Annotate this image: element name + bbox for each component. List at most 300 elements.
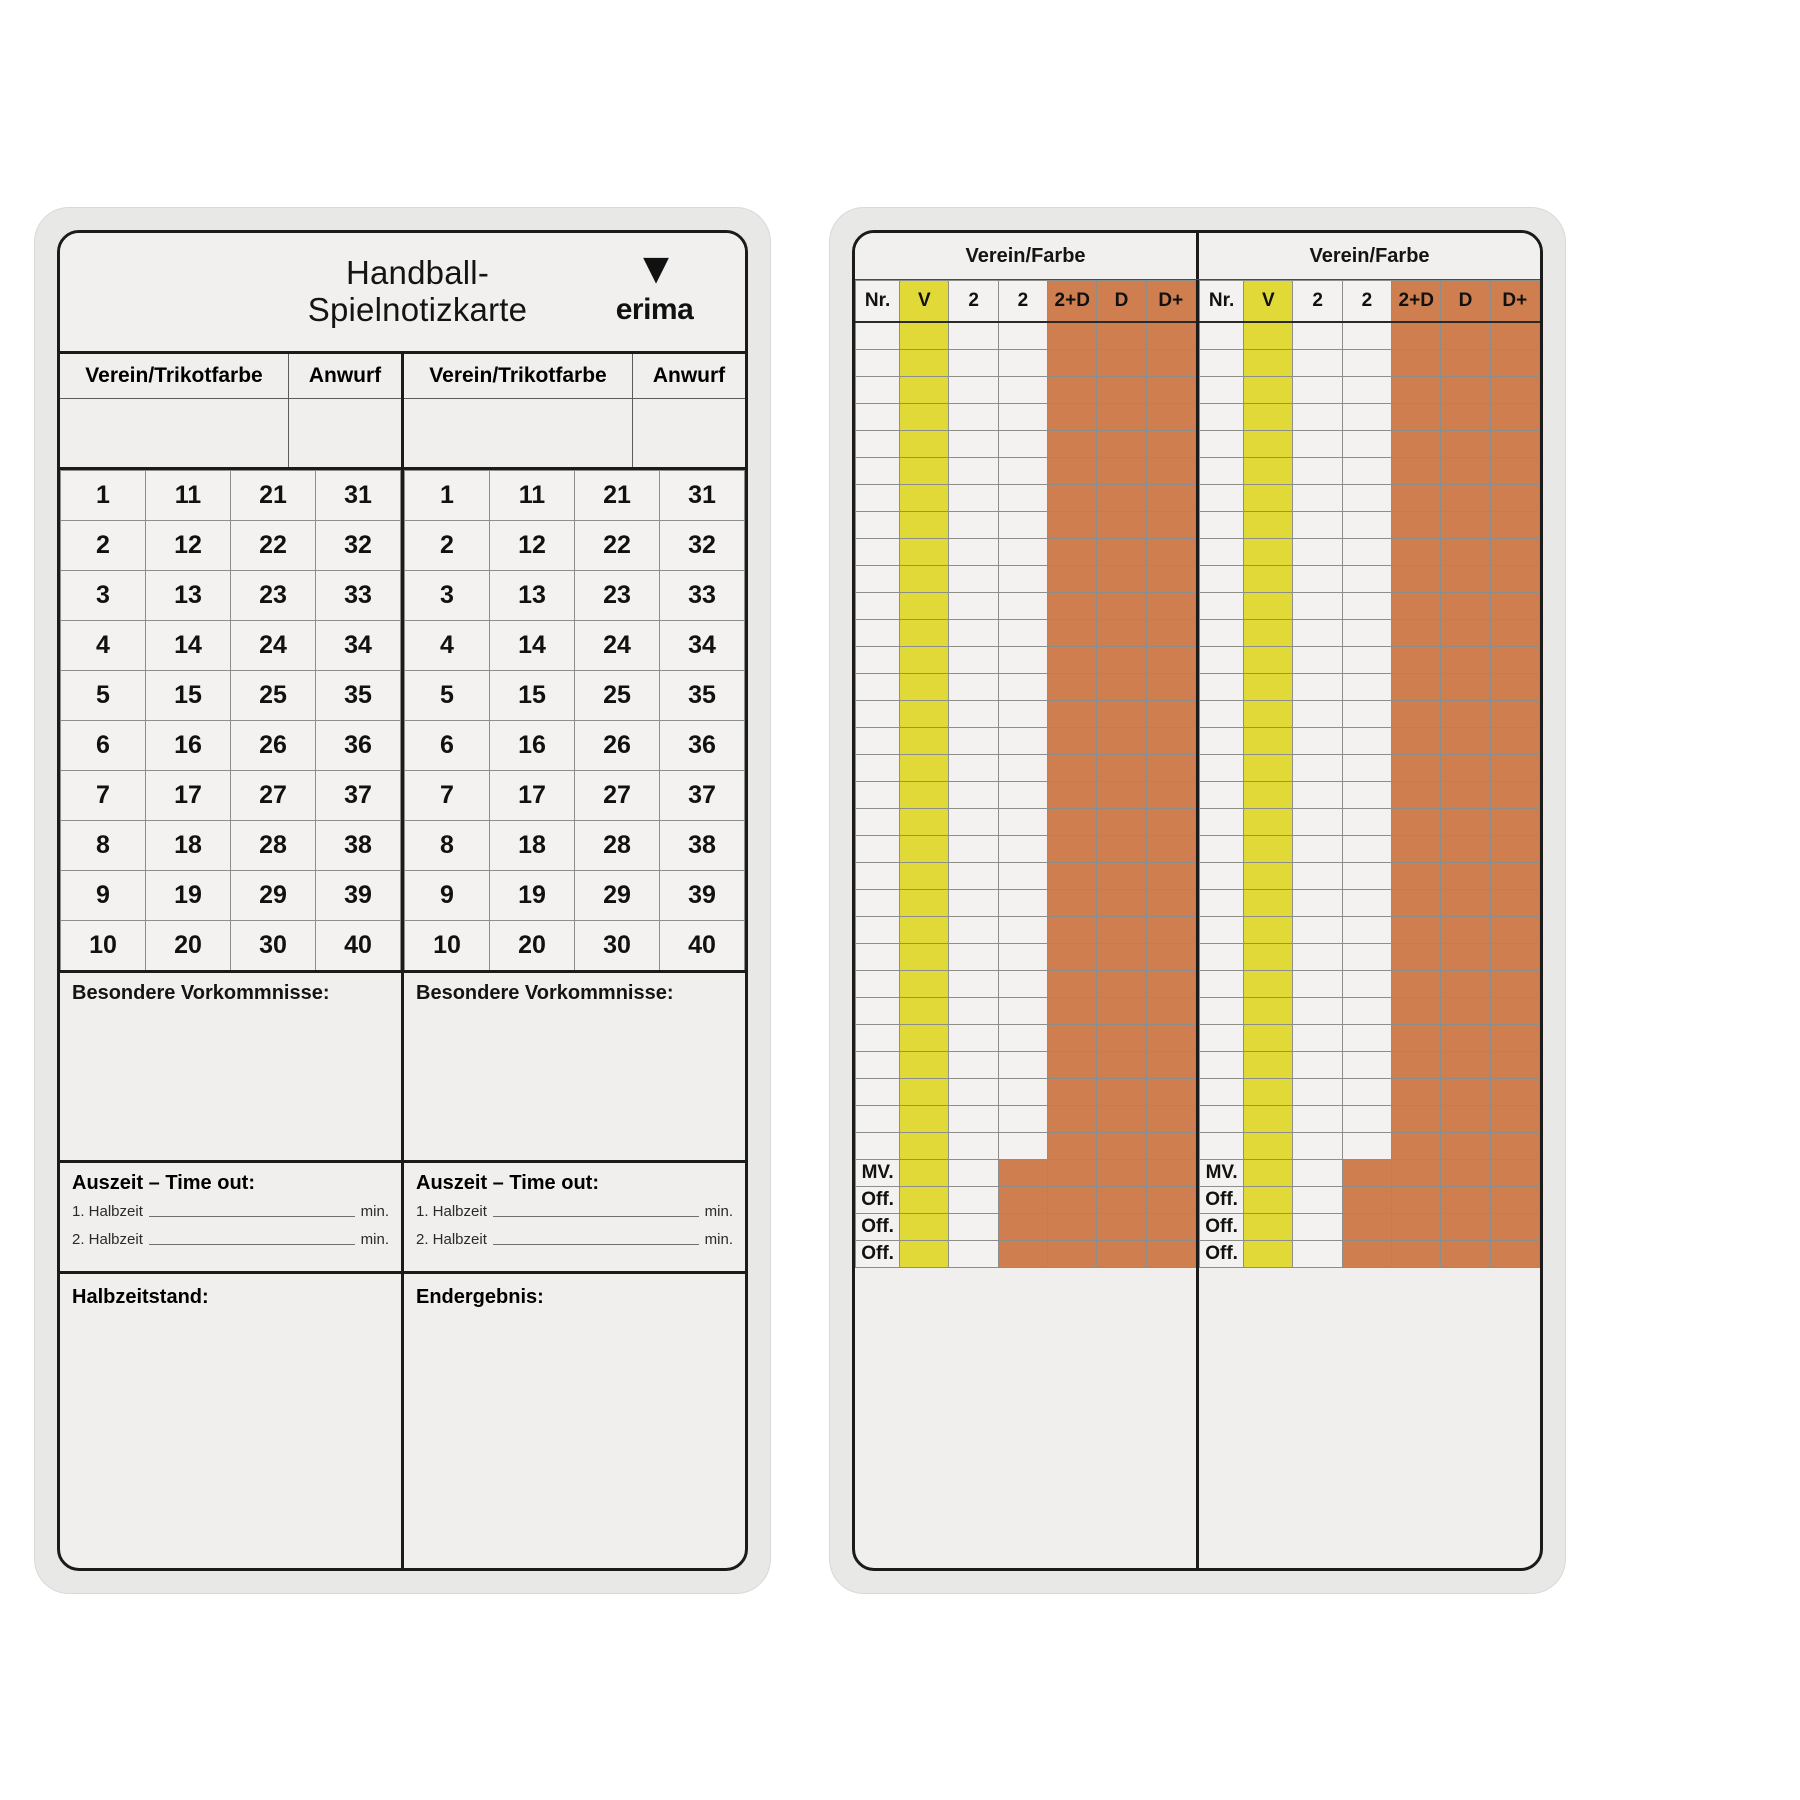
penalty-cell-right-r12-c7[interactable] [1490, 620, 1539, 647]
official-cell-left-r4-c7[interactable] [1146, 1241, 1195, 1268]
penalty-cell-right-r23-c7[interactable] [1490, 917, 1539, 944]
player-number-cell-left-11[interactable]: 11 [146, 471, 231, 521]
penalty-cell-right-r23-c4[interactable] [1342, 917, 1391, 944]
penalty-cell-left-r24-c2[interactable] [900, 944, 949, 971]
penalty-cell-left-r4-c5[interactable] [1048, 404, 1097, 431]
penalty-cell-right-r31-c6[interactable] [1441, 1133, 1490, 1160]
penalty-cell-left-r4-c7[interactable] [1146, 404, 1195, 431]
penalty-cell-left-r10-c5[interactable] [1048, 566, 1097, 593]
penalty-cell-right-r1-c6[interactable] [1441, 322, 1490, 350]
player-number-cell-left-30[interactable]: 30 [231, 921, 316, 972]
special-events-right[interactable] [404, 973, 745, 1163]
penalty-cell-right-r30-c2[interactable] [1244, 1106, 1293, 1133]
official-cell-left-r3-c5[interactable] [1048, 1214, 1097, 1241]
penalty-cell-right-r7-c7[interactable] [1490, 485, 1539, 512]
penalty-cell-left-r29-c1[interactable] [856, 1079, 900, 1106]
penalty-cell-right-r21-c4[interactable] [1342, 863, 1391, 890]
penalty-cell-right-r5-c6[interactable] [1441, 431, 1490, 458]
penalty-cell-left-r11-c3[interactable] [949, 593, 998, 620]
penalty-cell-left-r4-c1[interactable] [856, 404, 900, 431]
penalty-cell-left-r7-c6[interactable] [1097, 485, 1146, 512]
penalty-cell-right-r29-c5[interactable] [1392, 1079, 1441, 1106]
penalty-cell-left-r23-c1[interactable] [856, 917, 900, 944]
penalty-cell-right-r13-c4[interactable] [1342, 647, 1391, 674]
player-number-cell-right-6[interactable]: 6 [405, 721, 490, 771]
player-number-cell-right-40[interactable]: 40 [660, 921, 745, 972]
penalty-cell-right-r1-c5[interactable] [1392, 322, 1441, 350]
player-number-cell-right-33[interactable]: 33 [660, 571, 745, 621]
penalty-cell-left-r28-c7[interactable] [1146, 1052, 1195, 1079]
penalty-cell-left-r5-c4[interactable] [998, 431, 1047, 458]
club-name-input-left[interactable] [60, 399, 289, 467]
player-number-cell-left-28[interactable]: 28 [231, 821, 316, 871]
penalty-cell-left-r2-c7[interactable] [1146, 350, 1195, 377]
official-cell-right-r4-c3[interactable] [1293, 1241, 1342, 1268]
official-cell-right-r3-c4[interactable] [1342, 1214, 1391, 1241]
official-cell-right-r3-c6[interactable] [1441, 1214, 1490, 1241]
player-number-cell-right-9[interactable]: 9 [405, 871, 490, 921]
penalty-cell-left-r31-c7[interactable] [1146, 1133, 1195, 1160]
player-number-cell-left-33[interactable]: 33 [316, 571, 401, 621]
penalty-cell-right-r30-c1[interactable] [1200, 1106, 1244, 1133]
penalty-cell-left-r13-c7[interactable] [1146, 647, 1195, 674]
club-name-input-right[interactable] [404, 399, 633, 467]
player-number-cell-left-8[interactable]: 8 [61, 821, 146, 871]
penalty-cell-left-r17-c7[interactable] [1146, 755, 1195, 782]
penalty-cell-right-r25-c1[interactable] [1200, 971, 1244, 998]
official-cell-right-r1-c6[interactable] [1441, 1160, 1490, 1187]
penalty-cell-left-r3-c2[interactable] [900, 377, 949, 404]
official-cell-right-r1-c4[interactable] [1342, 1160, 1391, 1187]
player-number-cell-right-2[interactable]: 2 [405, 521, 490, 571]
penalty-cell-right-r9-c7[interactable] [1490, 539, 1539, 566]
player-number-cell-right-38[interactable]: 38 [660, 821, 745, 871]
penalty-cell-left-r22-c7[interactable] [1146, 890, 1195, 917]
penalty-cell-left-r3-c6[interactable] [1097, 377, 1146, 404]
penalty-cell-left-r16-c5[interactable] [1048, 728, 1097, 755]
timeout-row1-field-left[interactable] [149, 1215, 355, 1217]
penalty-cell-right-r17-c5[interactable] [1392, 755, 1441, 782]
penalty-cell-right-r21-c2[interactable] [1244, 863, 1293, 890]
penalty-cell-left-r14-c1[interactable] [856, 674, 900, 701]
penalty-cell-left-r22-c6[interactable] [1097, 890, 1146, 917]
penalty-cell-left-r27-c3[interactable] [949, 1025, 998, 1052]
penalty-cell-right-r20-c6[interactable] [1441, 836, 1490, 863]
official-cell-right-r2-c3[interactable] [1293, 1187, 1342, 1214]
penalty-cell-left-r31-c5[interactable] [1048, 1133, 1097, 1160]
penalty-cell-right-r25-c2[interactable] [1244, 971, 1293, 998]
penalty-cell-left-r20-c7[interactable] [1146, 836, 1195, 863]
penalty-cell-left-r14-c7[interactable] [1146, 674, 1195, 701]
penalty-cell-left-r8-c2[interactable] [900, 512, 949, 539]
player-number-cell-left-24[interactable]: 24 [231, 621, 316, 671]
penalty-cell-left-r19-c5[interactable] [1048, 809, 1097, 836]
player-number-cell-left-17[interactable]: 17 [146, 771, 231, 821]
penalty-cell-left-r15-c3[interactable] [949, 701, 998, 728]
penalty-cell-left-r19-c6[interactable] [1097, 809, 1146, 836]
penalty-cell-left-r4-c3[interactable] [949, 404, 998, 431]
penalty-cell-left-r26-c1[interactable] [856, 998, 900, 1025]
penalty-cell-right-r8-c5[interactable] [1392, 512, 1441, 539]
player-number-cell-left-14[interactable]: 14 [146, 621, 231, 671]
penalty-cell-right-r10-c2[interactable] [1244, 566, 1293, 593]
penalty-cell-right-r7-c3[interactable] [1293, 485, 1342, 512]
penalty-cell-left-r11-c2[interactable] [900, 593, 949, 620]
official-cell-right-r1-c7[interactable] [1490, 1160, 1539, 1187]
penalty-cell-right-r6-c1[interactable] [1200, 458, 1244, 485]
official-cell-left-r3-c2[interactable] [900, 1214, 949, 1241]
penalty-cell-left-r12-c2[interactable] [900, 620, 949, 647]
penalty-cell-left-r3-c1[interactable] [856, 377, 900, 404]
penalty-cell-right-r16-c6[interactable] [1441, 728, 1490, 755]
penalty-cell-right-r16-c2[interactable] [1244, 728, 1293, 755]
penalty-cell-left-r9-c3[interactable] [949, 539, 998, 566]
penalty-cell-right-r5-c7[interactable] [1490, 431, 1539, 458]
penalty-cell-right-r3-c5[interactable] [1392, 377, 1441, 404]
penalty-cell-left-r11-c1[interactable] [856, 593, 900, 620]
penalty-cell-right-r6-c2[interactable] [1244, 458, 1293, 485]
penalty-cell-left-r17-c2[interactable] [900, 755, 949, 782]
penalty-cell-right-r23-c3[interactable] [1293, 917, 1342, 944]
penalty-cell-left-r14-c2[interactable] [900, 674, 949, 701]
player-number-cell-right-19[interactable]: 19 [490, 871, 575, 921]
penalty-cell-right-r13-c5[interactable] [1392, 647, 1441, 674]
player-number-cell-right-16[interactable]: 16 [490, 721, 575, 771]
penalty-cell-right-r1-c2[interactable] [1244, 322, 1293, 350]
penalty-cell-right-r20-c7[interactable] [1490, 836, 1539, 863]
penalty-cell-left-r18-c6[interactable] [1097, 782, 1146, 809]
player-number-cell-right-10[interactable]: 10 [405, 921, 490, 972]
official-cell-left-r2-c6[interactable] [1097, 1187, 1146, 1214]
penalty-cell-left-r13-c5[interactable] [1048, 647, 1097, 674]
official-cell-left-r3-c7[interactable] [1146, 1214, 1195, 1241]
penalty-cell-left-r13-c2[interactable] [900, 647, 949, 674]
penalty-cell-right-r28-c7[interactable] [1490, 1052, 1539, 1079]
penalty-cell-left-r22-c1[interactable] [856, 890, 900, 917]
penalty-cell-left-r13-c6[interactable] [1097, 647, 1146, 674]
penalty-cell-right-r25-c7[interactable] [1490, 971, 1539, 998]
penalty-cell-left-r20-c4[interactable] [998, 836, 1047, 863]
penalty-cell-right-r13-c3[interactable] [1293, 647, 1342, 674]
penalty-cell-right-r17-c7[interactable] [1490, 755, 1539, 782]
player-number-cell-left-19[interactable]: 19 [146, 871, 231, 921]
penalty-cell-left-r21-c6[interactable] [1097, 863, 1146, 890]
penalty-cell-left-r30-c2[interactable] [900, 1106, 949, 1133]
penalty-cell-right-r20-c2[interactable] [1244, 836, 1293, 863]
penalty-cell-right-r23-c2[interactable] [1244, 917, 1293, 944]
penalty-cell-left-r23-c4[interactable] [998, 917, 1047, 944]
penalty-cell-right-r10-c3[interactable] [1293, 566, 1342, 593]
penalty-cell-left-r2-c6[interactable] [1097, 350, 1146, 377]
penalty-cell-left-r6-c4[interactable] [998, 458, 1047, 485]
official-cell-left-r2-c7[interactable] [1146, 1187, 1195, 1214]
penalty-cell-right-r6-c4[interactable] [1342, 458, 1391, 485]
penalty-cell-left-r10-c6[interactable] [1097, 566, 1146, 593]
official-cell-right-r4-c7[interactable] [1490, 1241, 1539, 1268]
penalty-cell-left-r7-c5[interactable] [1048, 485, 1097, 512]
penalty-cell-right-r30-c7[interactable] [1490, 1106, 1539, 1133]
penalty-cell-left-r29-c2[interactable] [900, 1079, 949, 1106]
penalty-cell-left-r11-c4[interactable] [998, 593, 1047, 620]
penalty-cell-left-r24-c3[interactable] [949, 944, 998, 971]
official-cell-right-r3-c5[interactable] [1392, 1214, 1441, 1241]
throwoff-input-right[interactable] [633, 399, 745, 467]
penalty-cell-right-r15-c1[interactable] [1200, 701, 1244, 728]
penalty-cell-left-r12-c1[interactable] [856, 620, 900, 647]
player-number-cell-right-39[interactable]: 39 [660, 871, 745, 921]
penalty-cell-right-r4-c2[interactable] [1244, 404, 1293, 431]
player-number-cell-right-22[interactable]: 22 [575, 521, 660, 571]
penalty-cell-left-r27-c7[interactable] [1146, 1025, 1195, 1052]
penalty-cell-right-r17-c6[interactable] [1441, 755, 1490, 782]
player-number-cell-right-18[interactable]: 18 [490, 821, 575, 871]
penalty-cell-left-r26-c2[interactable] [900, 998, 949, 1025]
penalty-cell-right-r28-c6[interactable] [1441, 1052, 1490, 1079]
official-cell-left-r4-c5[interactable] [1048, 1241, 1097, 1268]
penalty-cell-right-r4-c4[interactable] [1342, 404, 1391, 431]
penalty-cell-left-r12-c6[interactable] [1097, 620, 1146, 647]
penalty-cell-right-r2-c2[interactable] [1244, 350, 1293, 377]
timeout-row1-field-right[interactable] [493, 1215, 699, 1217]
player-number-cell-left-38[interactable]: 38 [316, 821, 401, 871]
official-cell-right-r3-c3[interactable] [1293, 1214, 1342, 1241]
penalty-cell-left-r28-c3[interactable] [949, 1052, 998, 1079]
penalty-cell-left-r2-c1[interactable] [856, 350, 900, 377]
penalty-cell-left-r25-c5[interactable] [1048, 971, 1097, 998]
penalty-cell-left-r28-c1[interactable] [856, 1052, 900, 1079]
penalty-cell-left-r9-c4[interactable] [998, 539, 1047, 566]
penalty-cell-left-r21-c4[interactable] [998, 863, 1047, 890]
penalty-cell-right-r12-c3[interactable] [1293, 620, 1342, 647]
penalty-cell-left-r5-c3[interactable] [949, 431, 998, 458]
penalty-cell-left-r18-c3[interactable] [949, 782, 998, 809]
penalty-cell-right-r1-c1[interactable] [1200, 322, 1244, 350]
penalty-cell-right-r15-c7[interactable] [1490, 701, 1539, 728]
penalty-cell-left-r12-c7[interactable] [1146, 620, 1195, 647]
penalty-cell-right-r23-c6[interactable] [1441, 917, 1490, 944]
penalty-cell-left-r6-c3[interactable] [949, 458, 998, 485]
penalty-cell-left-r22-c5[interactable] [1048, 890, 1097, 917]
penalty-cell-left-r24-c6[interactable] [1097, 944, 1146, 971]
penalty-cell-left-r18-c5[interactable] [1048, 782, 1097, 809]
penalty-cell-left-r22-c4[interactable] [998, 890, 1047, 917]
penalty-cell-left-r29-c6[interactable] [1097, 1079, 1146, 1106]
penalty-cell-right-r3-c3[interactable] [1293, 377, 1342, 404]
penalty-cell-right-r3-c2[interactable] [1244, 377, 1293, 404]
official-cell-right-r2-c4[interactable] [1342, 1187, 1391, 1214]
penalty-cell-left-r24-c4[interactable] [998, 944, 1047, 971]
penalty-cell-left-r26-c6[interactable] [1097, 998, 1146, 1025]
penalty-cell-right-r18-c3[interactable] [1293, 782, 1342, 809]
penalty-cell-right-r4-c5[interactable] [1392, 404, 1441, 431]
penalty-cell-left-r26-c5[interactable] [1048, 998, 1097, 1025]
penalty-cell-right-r19-c5[interactable] [1392, 809, 1441, 836]
player-number-cell-left-32[interactable]: 32 [316, 521, 401, 571]
penalty-cell-left-r30-c5[interactable] [1048, 1106, 1097, 1133]
penalty-cell-left-r17-c4[interactable] [998, 755, 1047, 782]
penalty-cell-right-r2-c6[interactable] [1441, 350, 1490, 377]
penalty-cell-right-r31-c5[interactable] [1392, 1133, 1441, 1160]
penalty-cell-right-r27-c7[interactable] [1490, 1025, 1539, 1052]
penalty-cell-left-r23-c6[interactable] [1097, 917, 1146, 944]
penalty-cell-right-r14-c4[interactable] [1342, 674, 1391, 701]
penalty-cell-right-r21-c7[interactable] [1490, 863, 1539, 890]
penalty-cell-left-r20-c1[interactable] [856, 836, 900, 863]
penalty-cell-left-r27-c5[interactable] [1048, 1025, 1097, 1052]
penalty-cell-left-r17-c5[interactable] [1048, 755, 1097, 782]
penalty-cell-left-r8-c4[interactable] [998, 512, 1047, 539]
player-number-cell-right-17[interactable]: 17 [490, 771, 575, 821]
penalty-cell-right-r22-c1[interactable] [1200, 890, 1244, 917]
penalty-cell-left-r29-c3[interactable] [949, 1079, 998, 1106]
penalty-cell-right-r18-c7[interactable] [1490, 782, 1539, 809]
penalty-cell-left-r5-c2[interactable] [900, 431, 949, 458]
penalty-cell-right-r14-c5[interactable] [1392, 674, 1441, 701]
penalty-cell-left-r17-c6[interactable] [1097, 755, 1146, 782]
player-number-cell-right-36[interactable]: 36 [660, 721, 745, 771]
penalty-cell-right-r5-c3[interactable] [1293, 431, 1342, 458]
penalty-cell-left-r3-c3[interactable] [949, 377, 998, 404]
penalty-cell-right-r26-c2[interactable] [1244, 998, 1293, 1025]
penalty-cell-left-r7-c3[interactable] [949, 485, 998, 512]
halftime-score-block[interactable] [60, 1274, 401, 1568]
penalty-cell-left-r23-c7[interactable] [1146, 917, 1195, 944]
penalty-cell-left-r31-c1[interactable] [856, 1133, 900, 1160]
penalty-cell-right-r18-c4[interactable] [1342, 782, 1391, 809]
penalty-cell-left-r31-c4[interactable] [998, 1133, 1047, 1160]
penalty-cell-right-r22-c3[interactable] [1293, 890, 1342, 917]
penalty-cell-right-r20-c4[interactable] [1342, 836, 1391, 863]
penalty-cell-left-r8-c1[interactable] [856, 512, 900, 539]
penalty-cell-right-r7-c5[interactable] [1392, 485, 1441, 512]
penalty-cell-right-r10-c1[interactable] [1200, 566, 1244, 593]
penalty-cell-left-r16-c3[interactable] [949, 728, 998, 755]
penalty-cell-right-r20-c3[interactable] [1293, 836, 1342, 863]
player-number-cell-left-40[interactable]: 40 [316, 921, 401, 972]
player-number-cell-right-12[interactable]: 12 [490, 521, 575, 571]
penalty-cell-right-r19-c1[interactable] [1200, 809, 1244, 836]
official-cell-left-r2-c5[interactable] [1048, 1187, 1097, 1214]
penalty-cell-left-r30-c7[interactable] [1146, 1106, 1195, 1133]
penalty-cell-right-r4-c1[interactable] [1200, 404, 1244, 431]
player-number-cell-right-4[interactable]: 4 [405, 621, 490, 671]
penalty-cell-right-r3-c6[interactable] [1441, 377, 1490, 404]
penalty-cell-left-r23-c3[interactable] [949, 917, 998, 944]
penalty-cell-right-r21-c1[interactable] [1200, 863, 1244, 890]
penalty-cell-left-r26-c3[interactable] [949, 998, 998, 1025]
player-number-cell-right-26[interactable]: 26 [575, 721, 660, 771]
penalty-cell-right-r30-c6[interactable] [1441, 1106, 1490, 1133]
penalty-cell-right-r8-c1[interactable] [1200, 512, 1244, 539]
penalty-cell-left-r15-c4[interactable] [998, 701, 1047, 728]
penalty-cell-right-r23-c5[interactable] [1392, 917, 1441, 944]
player-number-cell-right-37[interactable]: 37 [660, 771, 745, 821]
penalty-cell-left-r16-c6[interactable] [1097, 728, 1146, 755]
penalty-cell-left-r3-c5[interactable] [1048, 377, 1097, 404]
player-number-cell-left-36[interactable]: 36 [316, 721, 401, 771]
penalty-cell-left-r21-c5[interactable] [1048, 863, 1097, 890]
player-number-cell-right-31[interactable]: 31 [660, 471, 745, 521]
penalty-cell-right-r14-c3[interactable] [1293, 674, 1342, 701]
penalty-cell-right-r25-c4[interactable] [1342, 971, 1391, 998]
player-number-cell-left-25[interactable]: 25 [231, 671, 316, 721]
penalty-cell-left-r24-c1[interactable] [856, 944, 900, 971]
penalty-cell-right-r7-c1[interactable] [1200, 485, 1244, 512]
penalty-cell-left-r21-c1[interactable] [856, 863, 900, 890]
penalty-cell-left-r17-c1[interactable] [856, 755, 900, 782]
penalty-cell-left-r1-c4[interactable] [998, 322, 1047, 350]
penalty-cell-right-r16-c4[interactable] [1342, 728, 1391, 755]
player-number-cell-right-30[interactable]: 30 [575, 921, 660, 972]
player-number-cell-left-27[interactable]: 27 [231, 771, 316, 821]
penalty-cell-left-r22-c3[interactable] [949, 890, 998, 917]
official-cell-left-r2-c4[interactable] [998, 1187, 1047, 1214]
player-number-cell-left-5[interactable]: 5 [61, 671, 146, 721]
penalty-cell-right-r29-c2[interactable] [1244, 1079, 1293, 1106]
player-number-cell-left-35[interactable]: 35 [316, 671, 401, 721]
penalty-cell-left-r28-c4[interactable] [998, 1052, 1047, 1079]
player-number-cell-right-28[interactable]: 28 [575, 821, 660, 871]
penalty-cell-right-r3-c7[interactable] [1490, 377, 1539, 404]
penalty-cell-right-r19-c6[interactable] [1441, 809, 1490, 836]
penalty-cell-left-r18-c7[interactable] [1146, 782, 1195, 809]
official-cell-right-r1-c2[interactable] [1244, 1160, 1293, 1187]
penalty-cell-right-r22-c4[interactable] [1342, 890, 1391, 917]
penalty-cell-left-r2-c5[interactable] [1048, 350, 1097, 377]
penalty-cell-right-r6-c7[interactable] [1490, 458, 1539, 485]
official-cell-left-r1-c4[interactable] [998, 1160, 1047, 1187]
penalty-cell-left-r12-c5[interactable] [1048, 620, 1097, 647]
player-number-cell-right-20[interactable]: 20 [490, 921, 575, 972]
penalty-cell-right-r26-c3[interactable] [1293, 998, 1342, 1025]
penalty-cell-left-r10-c2[interactable] [900, 566, 949, 593]
timeout-row2-field-right[interactable] [493, 1243, 699, 1245]
penalty-cell-right-r6-c5[interactable] [1392, 458, 1441, 485]
penalty-cell-left-r9-c1[interactable] [856, 539, 900, 566]
penalty-cell-right-r18-c1[interactable] [1200, 782, 1244, 809]
player-number-cell-right-8[interactable]: 8 [405, 821, 490, 871]
penalty-cell-left-r27-c4[interactable] [998, 1025, 1047, 1052]
penalty-cell-left-r19-c2[interactable] [900, 809, 949, 836]
penalty-cell-right-r17-c2[interactable] [1244, 755, 1293, 782]
penalty-cell-left-r13-c1[interactable] [856, 647, 900, 674]
penalty-cell-right-r10-c6[interactable] [1441, 566, 1490, 593]
player-number-cell-right-24[interactable]: 24 [575, 621, 660, 671]
penalty-cell-left-r30-c6[interactable] [1097, 1106, 1146, 1133]
player-number-cell-left-3[interactable]: 3 [61, 571, 146, 621]
penalty-cell-left-r4-c4[interactable] [998, 404, 1047, 431]
penalty-cell-right-r31-c1[interactable] [1200, 1133, 1244, 1160]
penalty-cell-left-r3-c7[interactable] [1146, 377, 1195, 404]
penalty-cell-right-r9-c6[interactable] [1441, 539, 1490, 566]
penalty-cell-left-r23-c5[interactable] [1048, 917, 1097, 944]
penalty-cell-right-r1-c4[interactable] [1342, 322, 1391, 350]
penalty-cell-left-r11-c7[interactable] [1146, 593, 1195, 620]
player-number-cell-left-26[interactable]: 26 [231, 721, 316, 771]
penalty-cell-right-r12-c2[interactable] [1244, 620, 1293, 647]
penalty-cell-right-r13-c2[interactable] [1244, 647, 1293, 674]
penalty-cell-right-r29-c1[interactable] [1200, 1079, 1244, 1106]
penalty-cell-left-r18-c2[interactable] [900, 782, 949, 809]
penalty-cell-left-r22-c2[interactable] [900, 890, 949, 917]
penalty-cell-right-r27-c5[interactable] [1392, 1025, 1441, 1052]
player-number-cell-right-13[interactable]: 13 [490, 571, 575, 621]
player-number-cell-right-5[interactable]: 5 [405, 671, 490, 721]
penalty-cell-right-r1-c7[interactable] [1490, 322, 1539, 350]
penalty-cell-right-r19-c3[interactable] [1293, 809, 1342, 836]
penalty-cell-right-r13-c1[interactable] [1200, 647, 1244, 674]
penalty-cell-left-r27-c2[interactable] [900, 1025, 949, 1052]
